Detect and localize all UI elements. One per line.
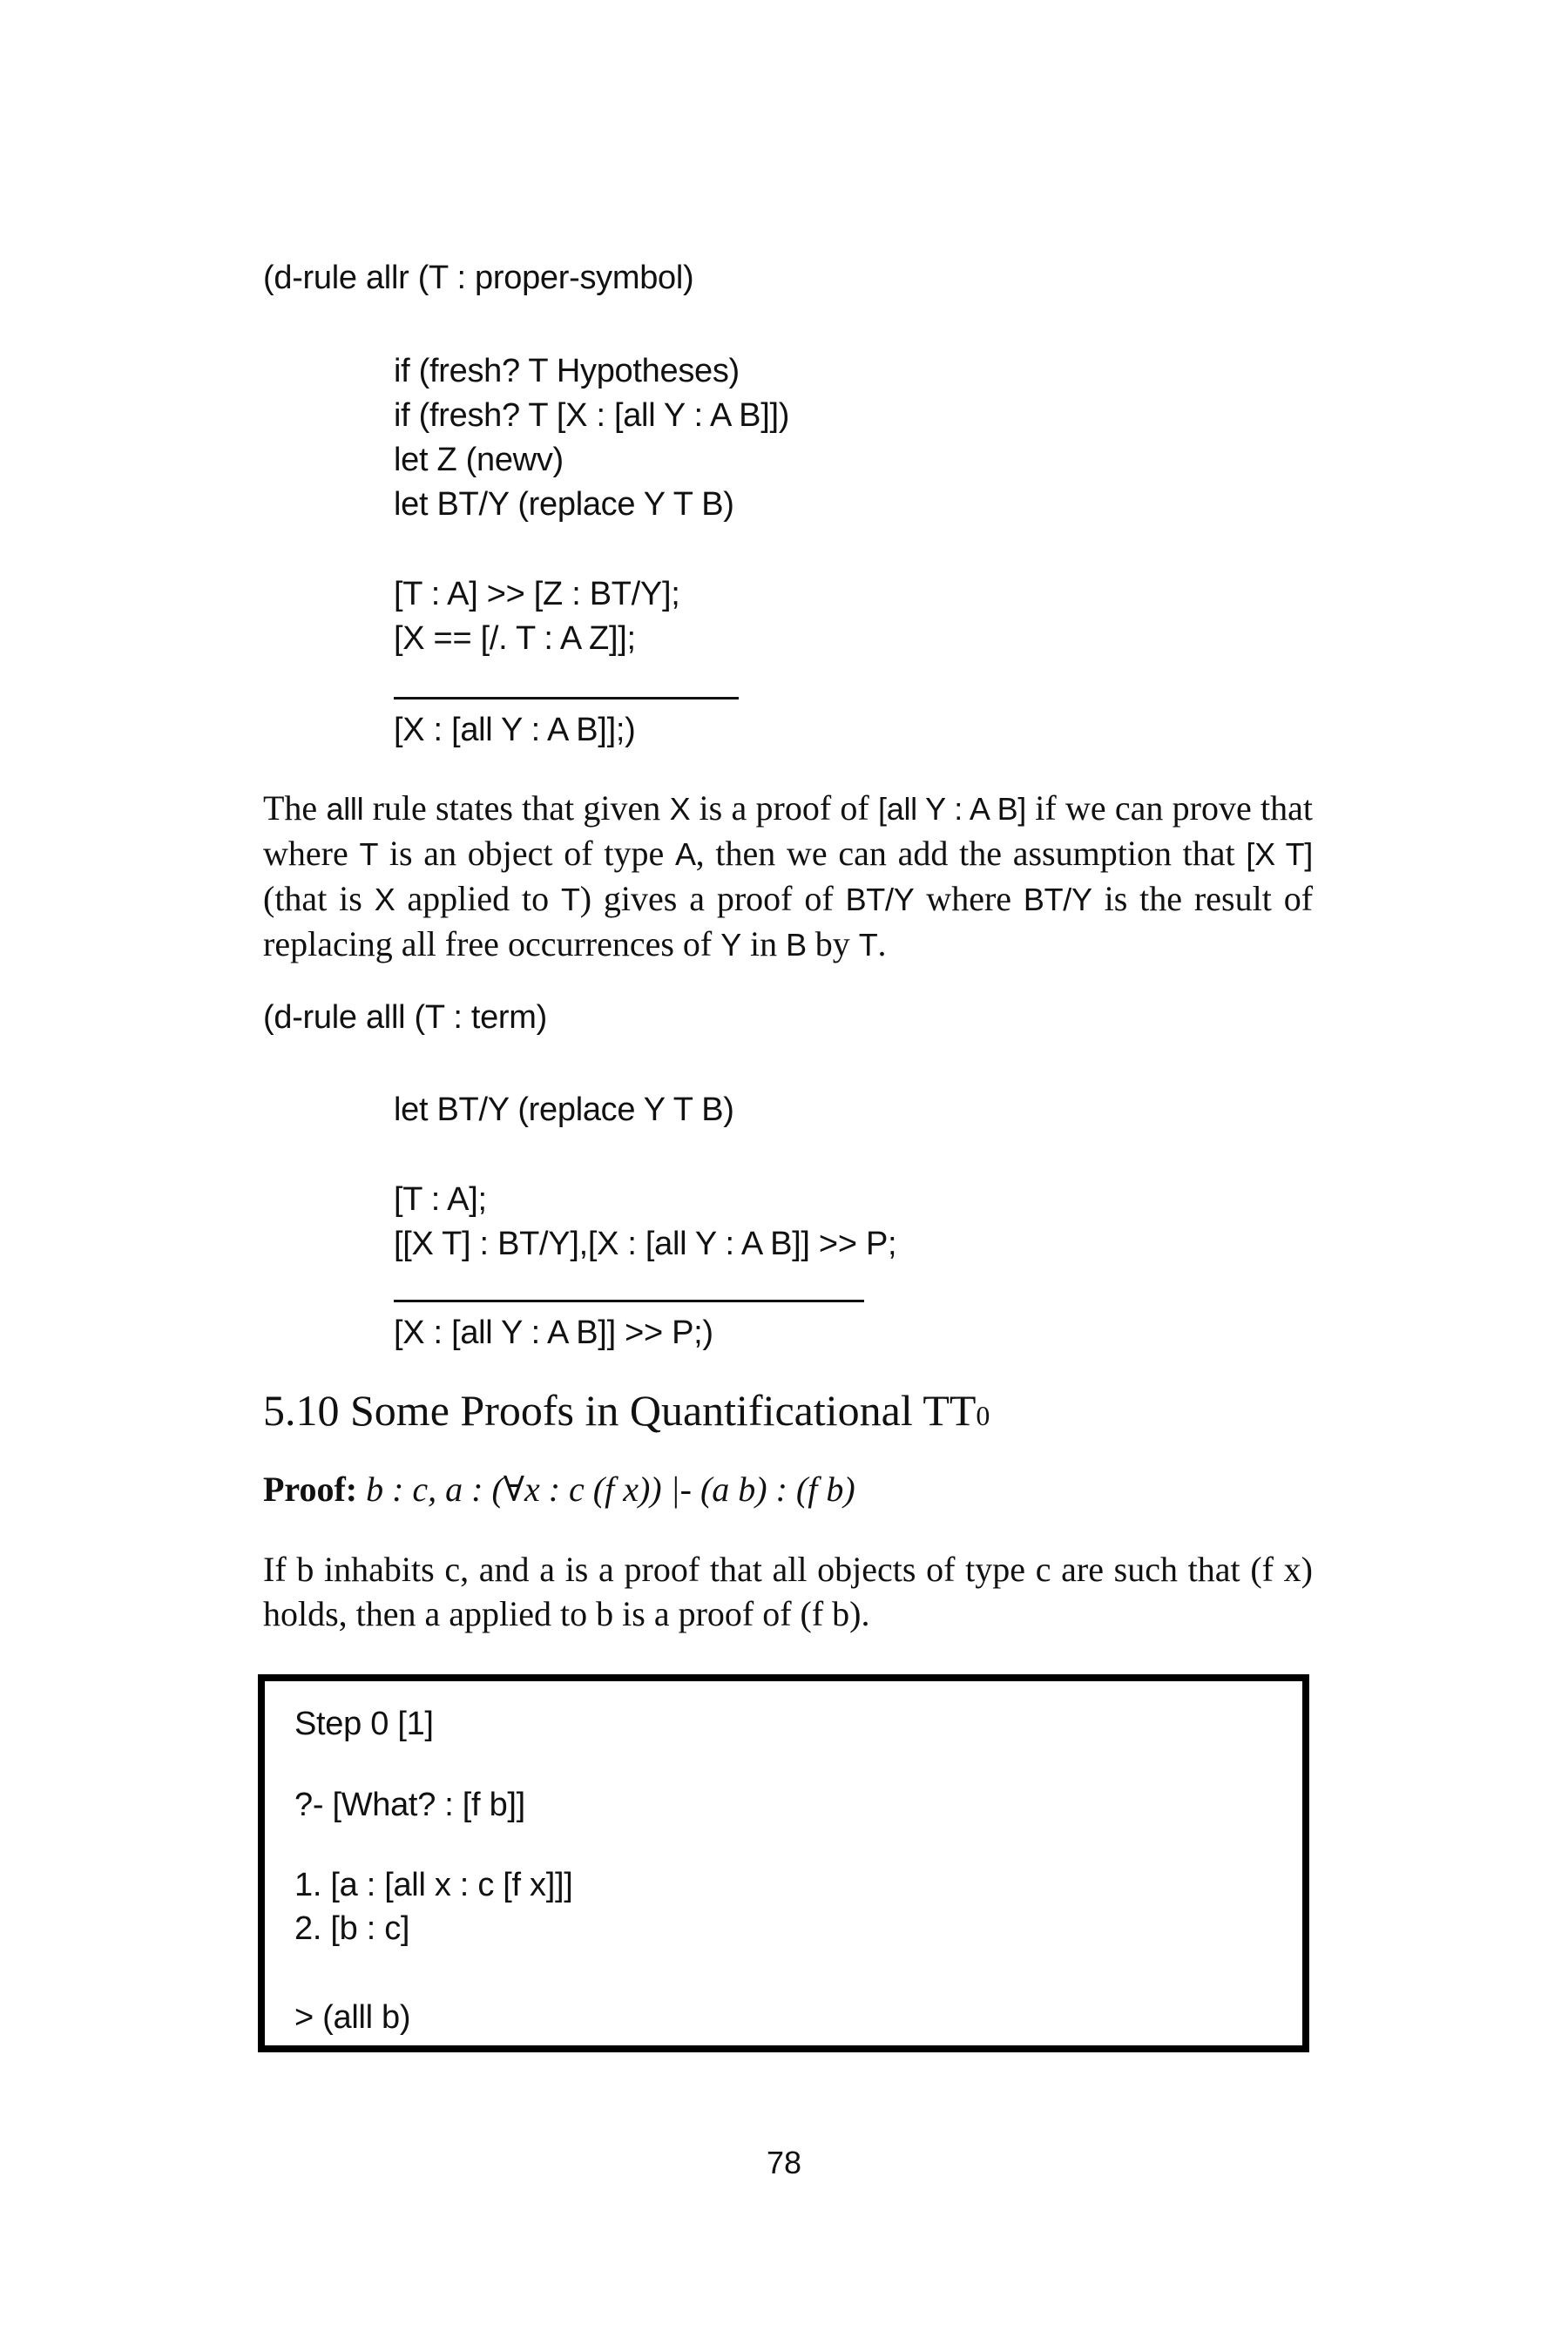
alll-conclusion: [X : [all Y : A B]] >> P;) <box>394 1315 713 1351</box>
allr-condition: if (fresh? T Hypotheses) <box>394 353 740 389</box>
proof-step-box <box>258 1674 1309 2052</box>
proof-description: If b inhabits c, and a is a proof that all objects of type c are such that (f x) holds, then a applied to b is a proof of (f b). <box>263 1550 1313 1633</box>
alll-condition: let BT/Y (replace Y T B) <box>394 1092 734 1128</box>
step-label: Step 0 [1] <box>294 1706 434 1742</box>
hypothesis-item: 2. [b : c] <box>294 1910 410 1947</box>
section-heading: 5.10 Some Proofs in Quantificational TT0 <box>263 1386 990 1435</box>
proof-label: Proof: <box>263 1470 358 1509</box>
page-number: 78 <box>766 2145 802 2180</box>
allr-inference-bar <box>394 697 739 700</box>
alll-rule-header: (d-rule alll (T : term) <box>263 999 547 1036</box>
proof-sequent: b : c, a : (∀x : c (f x)) |- (a b) : (f b) <box>357 1470 855 1509</box>
goal-line: ?- [What? : [f b]] <box>294 1787 525 1823</box>
allr-condition: if (fresh? T [X : [all Y : A B]]) <box>394 397 790 434</box>
allr-condition: let BT/Y (replace Y T B) <box>394 486 734 523</box>
allr-premise: [X == [/. T : A Z]]; <box>394 620 636 657</box>
hypothesis-item: 1. [a : [all x : c [f x]]] <box>294 1867 573 1903</box>
command-line: > (alll b) <box>294 1999 411 2036</box>
allr-condition: let Z (newv) <box>394 442 564 478</box>
allr-rule-header: (d-rule allr (T : proper-symbol) <box>263 260 694 296</box>
alll-explanation-paragraph: The alll rule states that given X is a proof of [all Y : A B] if we can prove that where T is an object of type A, then we can add the assumption that [X T] (that is X applied to T) gives a proof of BT/Y where BT/Y is the result of replacing all free occurrences of Y in B by T. <box>263 788 1314 963</box>
alll-premise: [[X T] : BT/Y],[X : [all Y : A B]] >> P; <box>394 1226 897 1262</box>
allr-conclusion: [X : [all Y : A B]];) <box>394 712 636 748</box>
proof-statement <box>263 1469 855 1510</box>
alll-inference-bar <box>394 1300 864 1302</box>
alll-premise: [T : A]; <box>394 1181 487 1218</box>
allr-premise: [T : A] >> [Z : BT/Y]; <box>394 576 680 612</box>
